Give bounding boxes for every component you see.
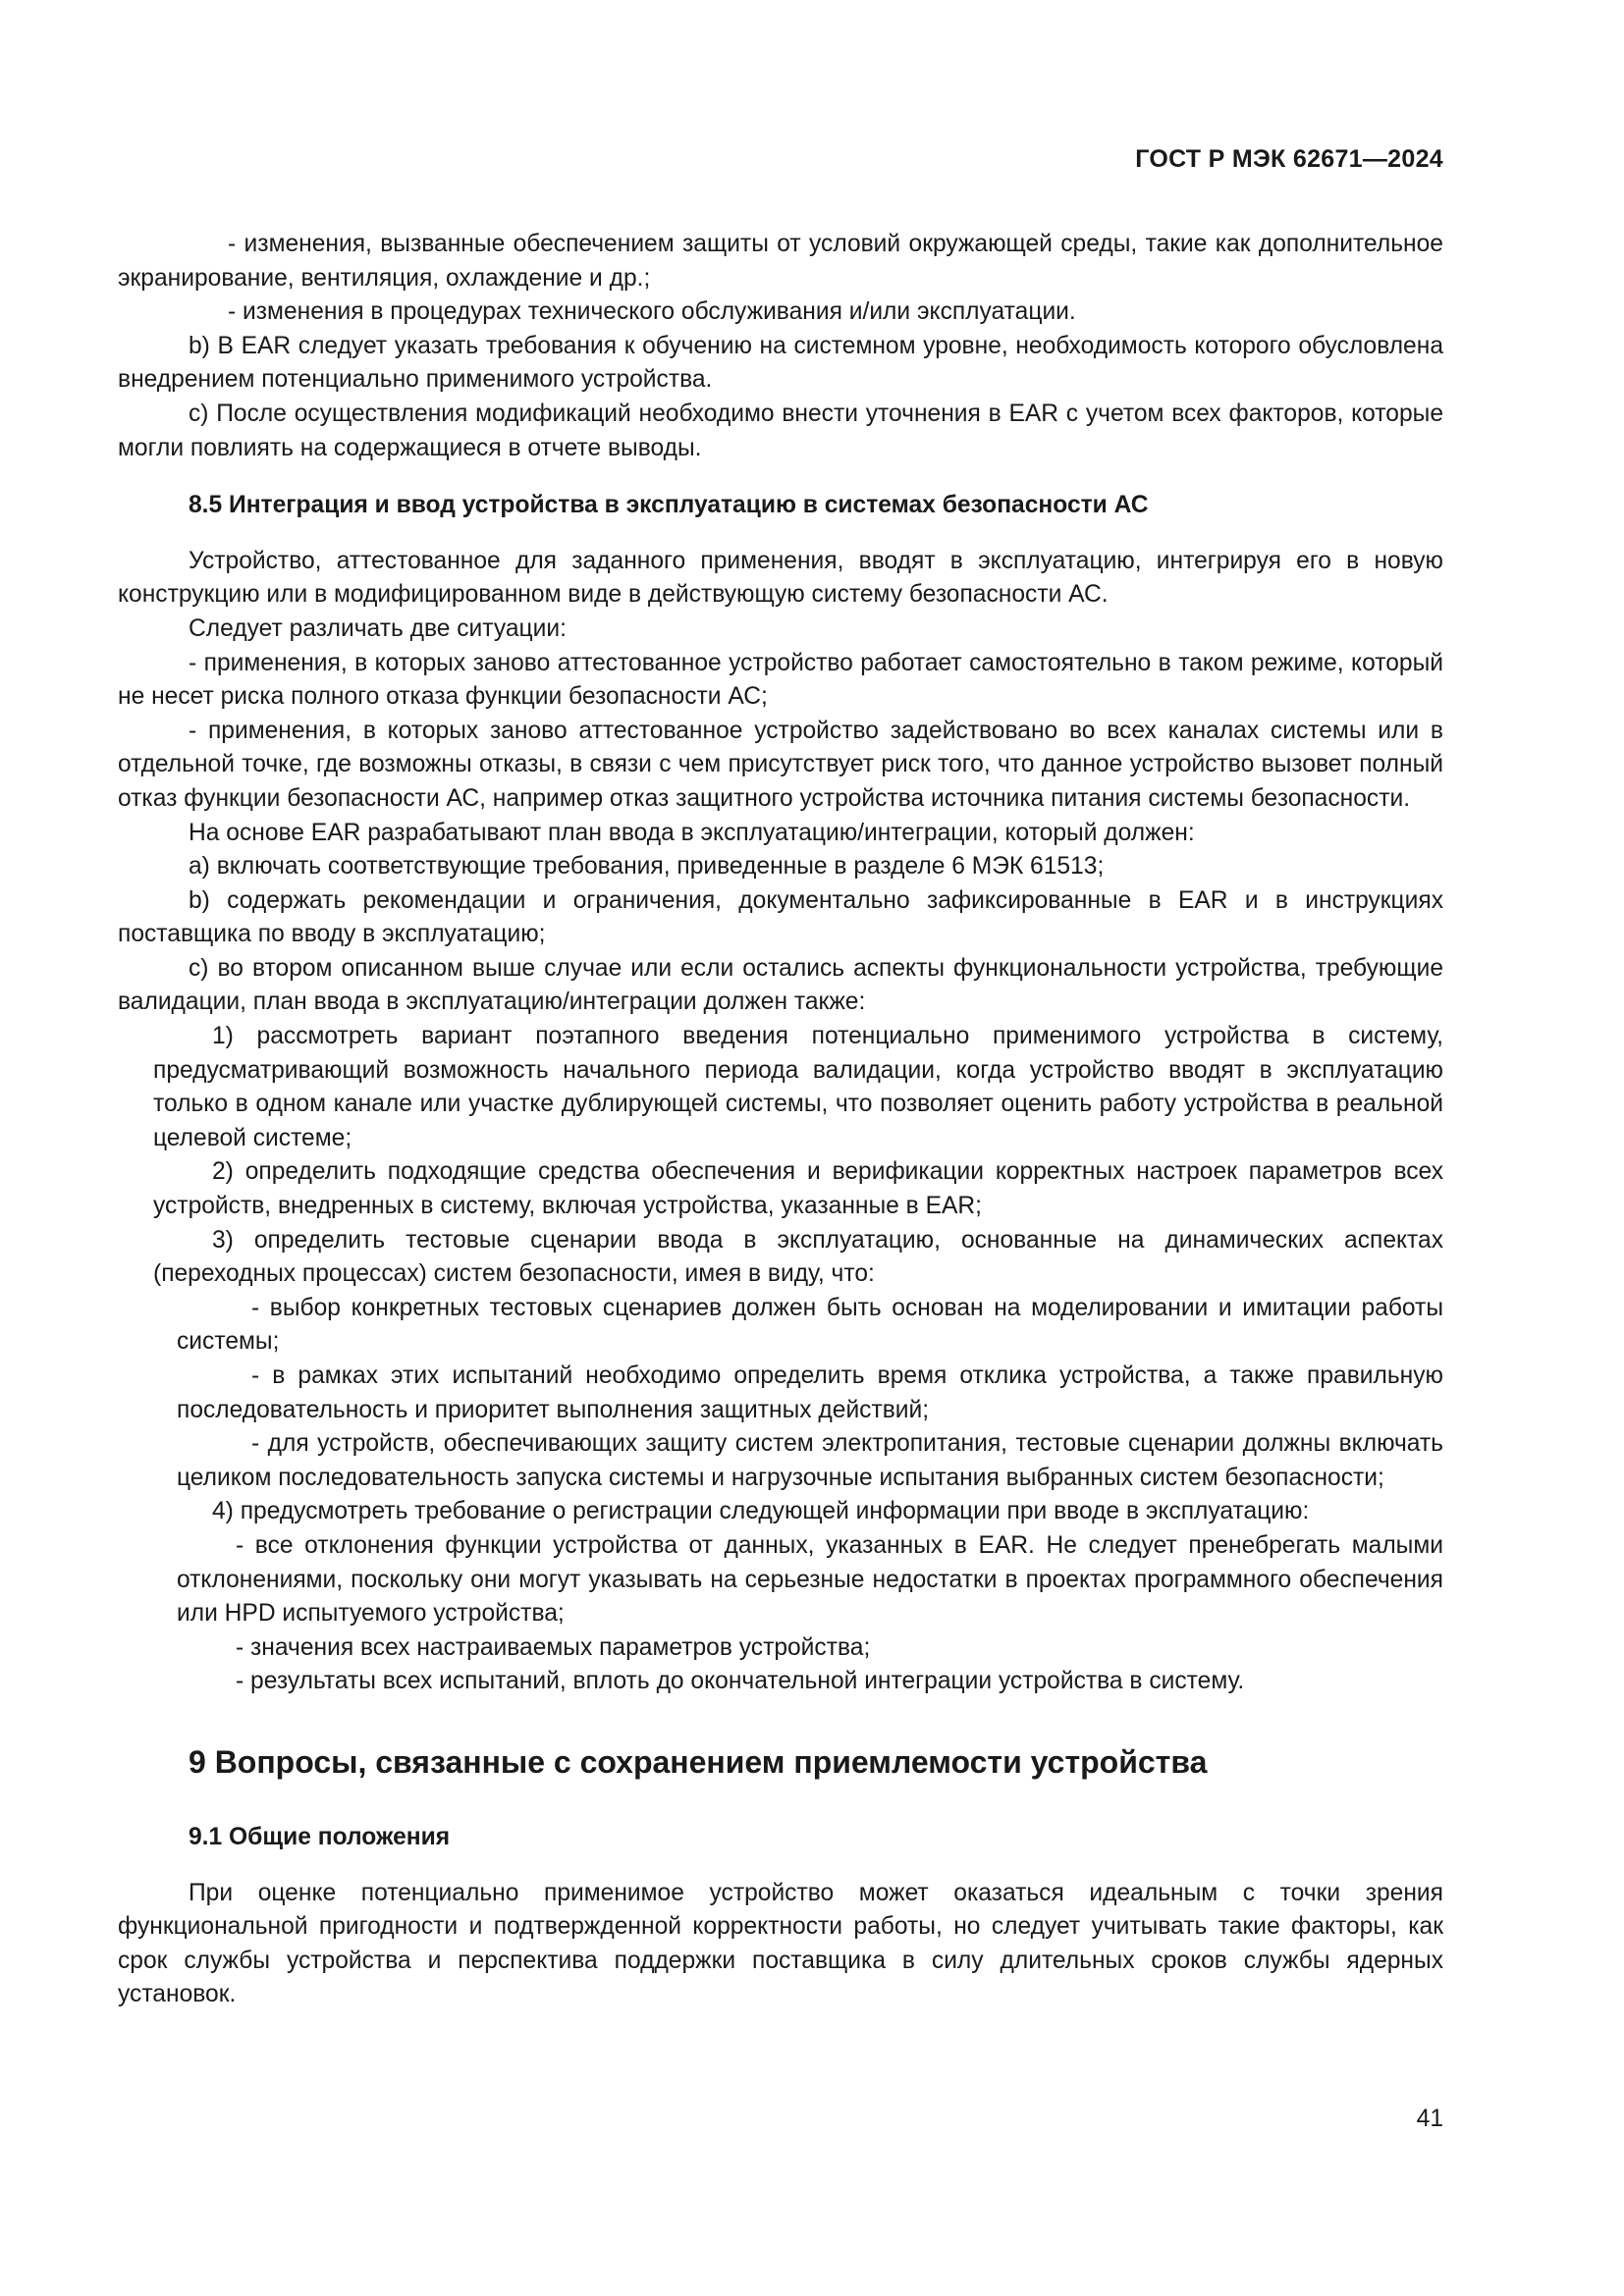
- list-item: b) В EAR следует указать требования к обучению на системном уровне, необходимость которого обусловлена внедрением потенциально применимого устройства.: [118, 332, 1443, 394]
- page-number: 41: [1416, 2106, 1443, 2132]
- section-heading-9: 9 Вопросы, связанные с сохранением приемлемости устройства: [189, 1743, 1208, 1780]
- section-heading-9-1: 9.1 Общие положения: [189, 1823, 451, 1850]
- numbered-list: [118, 1495, 1443, 1529]
- list-item: 1) рассмотреть вариант поэтапного введения потенциально применимого устройства в систему, предусматривающий возможность начального периода валидации, когда устройство вводят в эксплуатацию только в одном канале или участке дублирующей системы, что позволяет оценить работу устройства в реальной целевой системе;: [153, 1023, 1443, 1151]
- list-item: - в рамках этих испытаний необходимо определить время отклика устройства, а также правильную последовательность и приоритет выполнения защитных действий;: [177, 1362, 1443, 1423]
- list-item: - результаты всех испытаний, вплоть до окончательной интеграции устройства в систему.: [236, 1668, 1245, 1695]
- sub-dash-list: [118, 1292, 1443, 1496]
- list-item: - изменения, вызванные обеспечением защиты от условий окружающей среды, такие как дополнительное экранирование, вентиляция, охлаждение и др.;: [118, 231, 1443, 292]
- list-item: - все отклонения функции устройства от данных, указанных в EAR. Не следует пренебрегать малыми отклонениями, поскольку они могут указывать на серьезные недостатки в проектах программного обеспечения или HPD испытуемого устройства;: [177, 1531, 1443, 1628]
- list-item: a) включать соответствующие требования, приведенные в разделе 6 МЭК 61513;: [189, 853, 1105, 881]
- list-item: c) После осуществления модификаций необходимо внести уточнения в EAR с учетом всех факторов, которые могли повлиять на содержащиеся в отчете выводы.: [118, 400, 1443, 461]
- section-heading-8-5: 8.5 Интеграция и ввод устройства в эксплуатацию в системах безопасности АС: [189, 492, 1149, 519]
- list-item: - изменения в процедурах технического обслуживания и/или эксплуатации.: [228, 298, 1076, 326]
- paragraph: Следует различать две ситуации:: [189, 614, 567, 642]
- list-item: - для устройств, обеспечивающих защиту систем электропитания, тестовые сценарии должны включать целиком последовательность запуска системы и нагрузочные испытания выбранных систем безопасности;: [177, 1430, 1443, 1491]
- page-content: [118, 228, 1443, 2012]
- paragraph: При оценке потенциально применимое устройство может оказаться идеальным с точки зрения функциональной пригодности и подтвержденной корректности работы, но следует учитывать такие факторы, как срок службы устройства и перспектива поддержки поставщика в силу длительных сроков службы ядерных установок.: [118, 1879, 1443, 2008]
- list-item: 2) определить подходящие средства обеспечения и верификации корректных настроек параметров всех устройств, внедренных в систему, включая устройства, указанные в EAR;: [153, 1158, 1443, 1220]
- paragraph: На основе EAR разрабатывают план ввода в эксплуатацию/интеграции, который должен:: [189, 819, 1195, 846]
- list-item: - применения, в которых заново аттестованное устройство работает самостоятельно в таком режиме, который не несет риска полного отказа функции безопасности АС;: [118, 649, 1443, 711]
- paragraph: Устройство, аттестованное для заданного применения, вводят в эксплуатацию, интегрируя его в новую конструкцию или в модифицированном виде в действующую систему безопасности АС.: [118, 547, 1443, 609]
- list-item: - выбор конкретных тестовых сценариев должен быть основан на моделировании и имитации работы системы;: [177, 1294, 1443, 1356]
- list-item: 3) определить тестовые сценарии ввода в эксплуатацию, основанные на динамических аспектах (переходных процессах) систем безопасности, имея в виду, что:: [153, 1226, 1443, 1288]
- list-item: - значения всех настраиваемых параметров устройства;: [236, 1633, 871, 1661]
- sub-dash-list: [118, 1529, 1443, 1699]
- list-item: - применения, в которых заново аттестованное устройство задействовано во всех каналах системы или в отдельной точке, где возможны отказы, в связи с чем присутствует риск того, что данное устройство вызовет полный отказ функции безопасности АС, например отказ защитного устройства источника питания системы безопасности.: [118, 717, 1443, 812]
- standard-header: ГОСТ Р МЭК 62671—2024: [1135, 145, 1443, 173]
- list-item: 4) предусмотреть требование о регистрации следующей информации при вводе в эксплуатацию:: [212, 1498, 1310, 1525]
- list-item: c) во втором описанном выше случае или если остались аспекты функциональности устройства, требующие валидации, план ввода в эксплуатацию/интеграции должен также:: [118, 954, 1443, 1016]
- numbered-list: [118, 1020, 1443, 1292]
- list-item: b) содержать рекомендации и ограничения, документально зафиксированные в EAR и в инструкциях поставщика по вводу в эксплуатацию;: [118, 886, 1443, 948]
